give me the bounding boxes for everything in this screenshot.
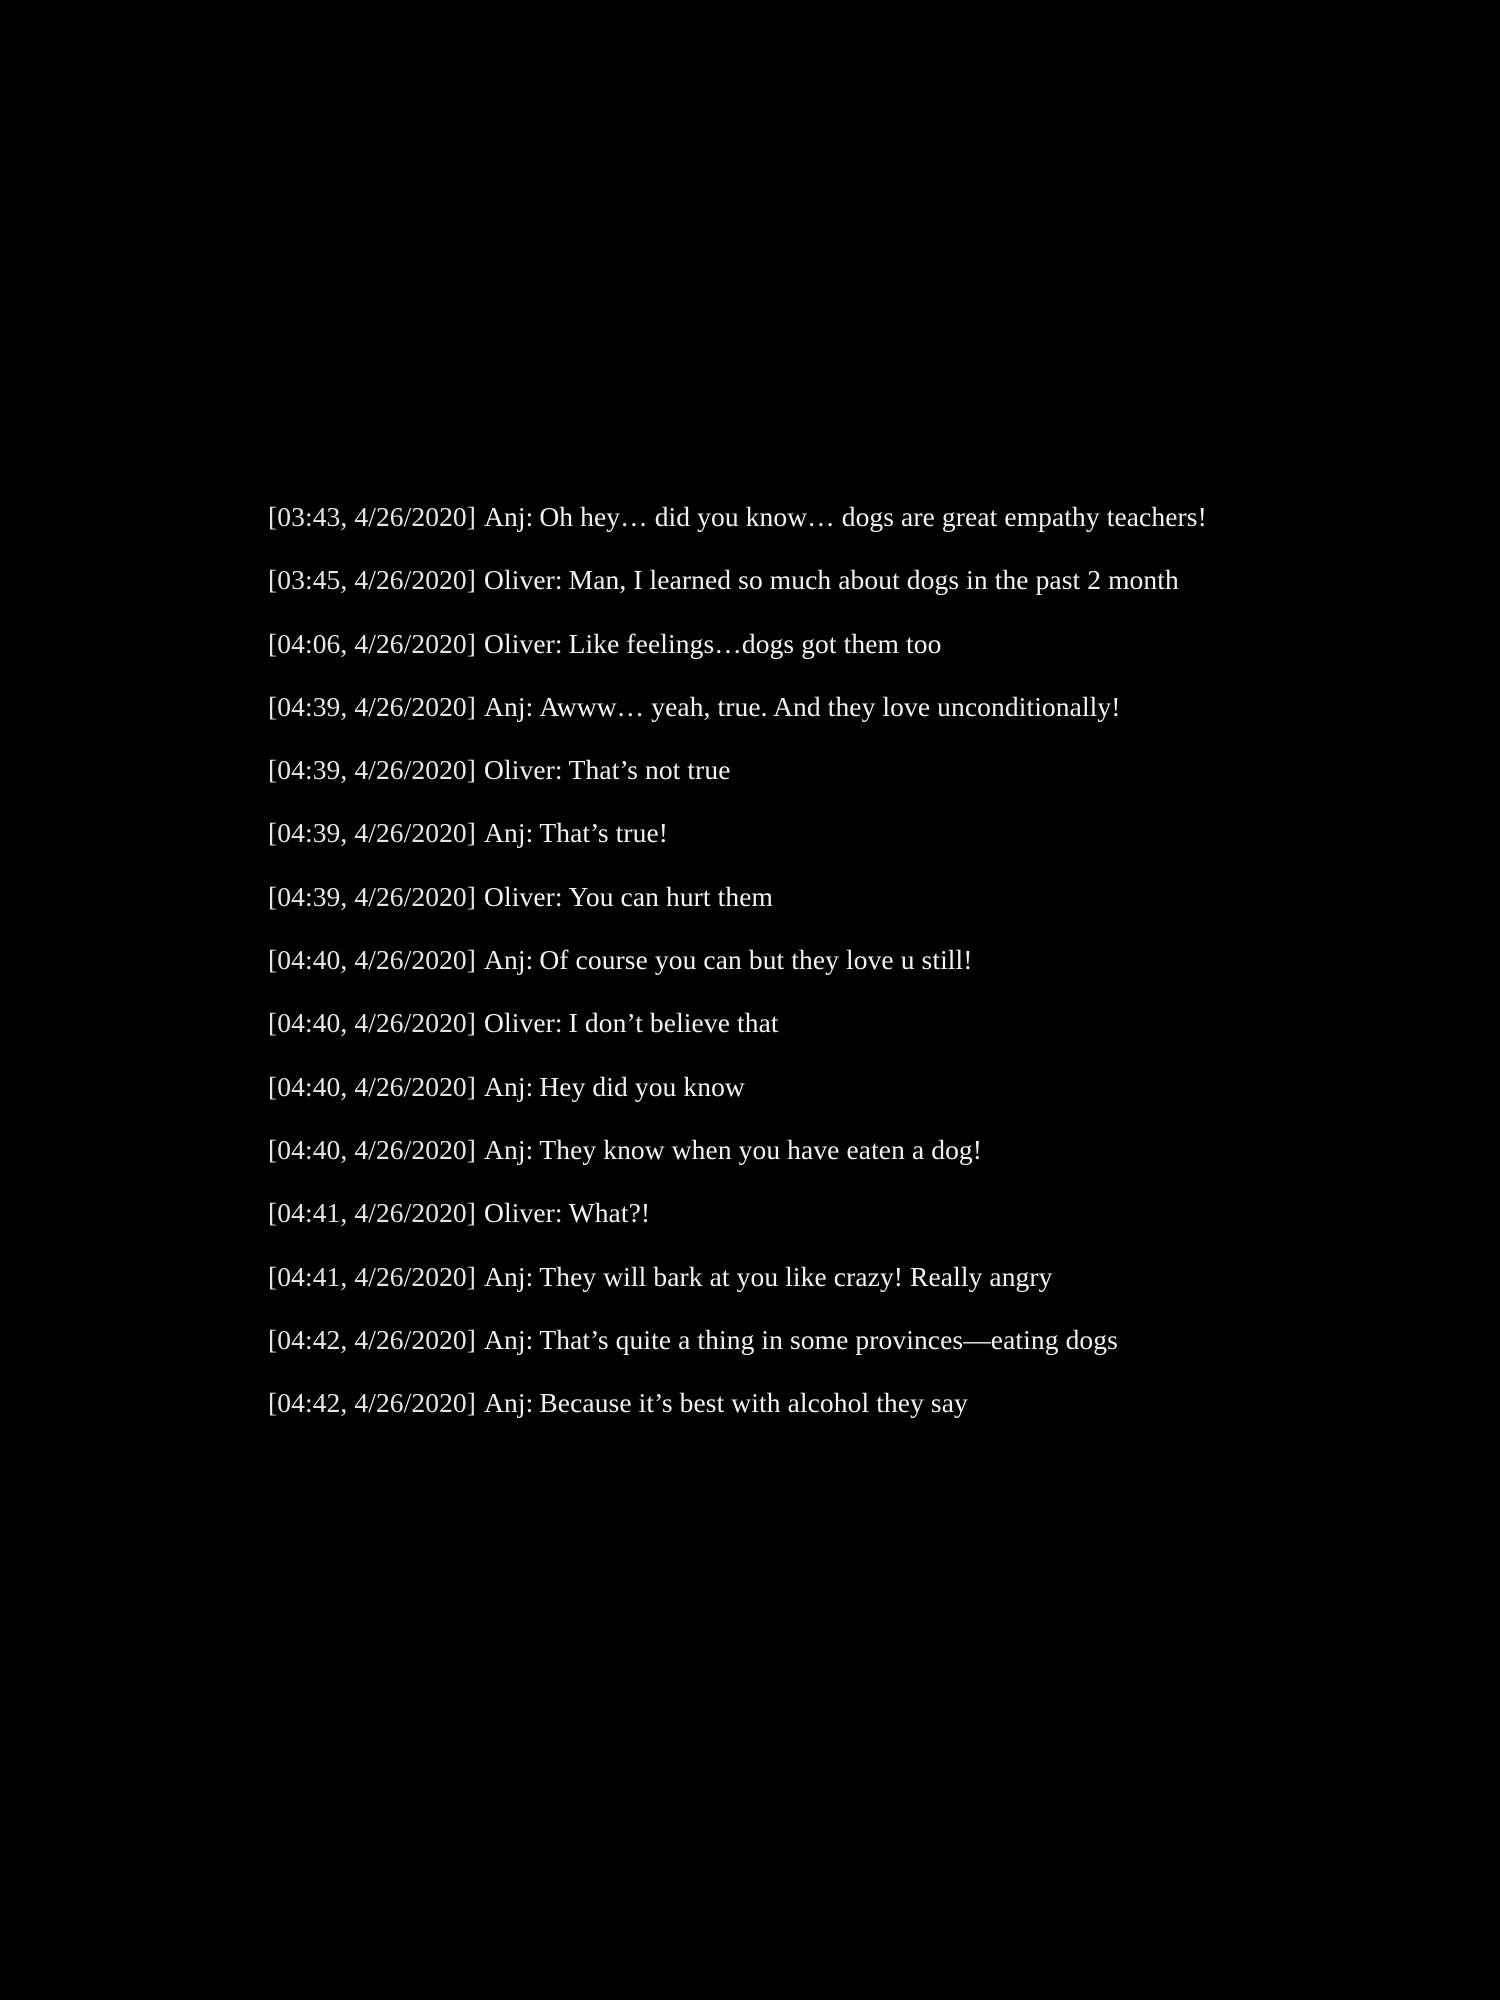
chat-message: [268, 1067, 1418, 1130]
message-speaker: Anj:: [484, 1070, 534, 1102]
message-text: Of course you can but they love u still!: [539, 944, 973, 976]
message-speaker: Oliver:: [484, 1197, 563, 1229]
message-timestamp: [04:39, 4/26/2020]: [268, 754, 477, 786]
chat-message: [268, 813, 1418, 876]
chat-message: [268, 497, 1418, 560]
message-text: Oh hey… did you know… dogs are great empathy teachers!: [539, 501, 1207, 532]
message-speaker: Anj:: [484, 690, 534, 722]
chat-message: [268, 1130, 1418, 1193]
message-text: You can hurt them: [568, 880, 774, 912]
message-timestamp: [04:40, 4/26/2020]: [268, 1133, 477, 1165]
message-speaker: Oliver:: [484, 627, 563, 659]
chat-log: [268, 497, 1418, 1446]
message-timestamp: [04:40, 4/26/2020]: [268, 944, 477, 976]
message-speaker: Anj:: [484, 1387, 534, 1419]
message-timestamp: [04:42, 4/26/2020]: [268, 1387, 477, 1419]
message-speaker: Anj:: [484, 1133, 534, 1165]
chat-message: [268, 877, 1418, 940]
message-text: Hey did you know: [539, 1070, 745, 1102]
message-text: What?!: [568, 1197, 651, 1229]
message-timestamp: [04:41, 4/26/2020]: [268, 1260, 477, 1292]
message-speaker: Anj:: [484, 1260, 534, 1292]
message-text: I don’t believe that: [568, 1007, 779, 1039]
message-timestamp: [04:42, 4/26/2020]: [268, 1323, 477, 1355]
message-speaker: Anj:: [484, 501, 534, 532]
message-speaker: Oliver:: [484, 754, 563, 786]
message-speaker: Anj:: [484, 944, 534, 976]
message-timestamp: [04:39, 4/26/2020]: [268, 817, 477, 849]
message-timestamp: [03:43, 4/26/2020]: [268, 501, 477, 532]
message-timestamp: [04:39, 4/26/2020]: [268, 880, 477, 912]
message-text: Like feelings…dogs got them too: [568, 627, 942, 659]
message-timestamp: [04:40, 4/26/2020]: [268, 1070, 477, 1102]
chat-message: [268, 1383, 1418, 1446]
chat-message: [268, 560, 1418, 623]
message-speaker: Oliver:: [484, 564, 563, 596]
chat-message: [268, 750, 1418, 813]
message-timestamp: [04:41, 4/26/2020]: [268, 1197, 477, 1229]
message-speaker: Anj:: [484, 817, 534, 849]
message-text: They know when you have eaten a dog!: [539, 1133, 983, 1165]
message-text: Awww… yeah, true. And they love unconditionally!: [539, 690, 1121, 722]
message-text: That’s not true: [568, 754, 731, 786]
message-speaker: Anj:: [484, 1323, 534, 1355]
chat-message: [268, 1257, 1418, 1320]
message-text: That’s true!: [539, 817, 669, 849]
message-timestamp: [04:06, 4/26/2020]: [268, 627, 477, 659]
message-text: They will bark at you like crazy! Really angry: [539, 1260, 1053, 1292]
chat-message: [268, 1320, 1418, 1383]
chat-message: [268, 687, 1418, 750]
message-speaker: Oliver:: [484, 880, 563, 912]
message-timestamp: [03:45, 4/26/2020]: [268, 564, 477, 596]
message-text: That’s quite a thing in some provinces—eating dogs: [539, 1323, 1118, 1355]
chat-message: [268, 1193, 1418, 1256]
chat-message: [268, 624, 1418, 687]
chat-message: [268, 1003, 1418, 1066]
message-timestamp: [04:39, 4/26/2020]: [268, 690, 477, 722]
chat-message: [268, 940, 1418, 1003]
message-timestamp: [04:40, 4/26/2020]: [268, 1007, 477, 1039]
message-text: Because it’s best with alcohol they say: [539, 1387, 968, 1419]
message-speaker: Oliver:: [484, 1007, 563, 1039]
message-text: Man, I learned so much about dogs in the past 2 month: [568, 564, 1179, 596]
